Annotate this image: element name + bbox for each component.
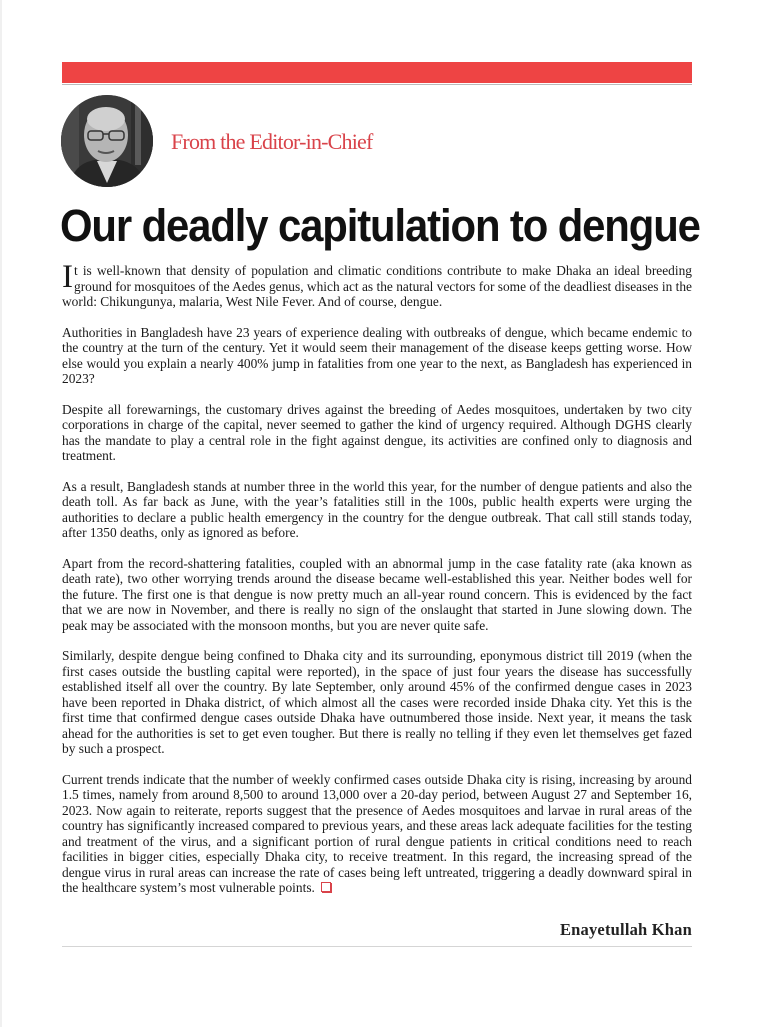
paragraph-3: Despite all forewarnings, the customary drives against the breeding of Aedes mosquitoes, undertaken by two city corporations in charge of the capital, never seemed to gather the kind of urgency required. Although DGHS clearly has the mandate to play a central role in the fight against dengue, its activities are confined only to diagnosis and treatment. — [62, 401, 692, 463]
paragraph-4: As a result, Bangladesh stands at number three in the world this year, for the number of dengue patients and also the death toll. As far back as June, with the year’s fatalities still in the 100s, public health experts were urging the authorities to declare a public health emergency in the country for the dengue outbreak. That call still stands today, after 1350 deaths, only as ignored as before. — [62, 478, 692, 540]
end-mark-icon — [321, 882, 331, 892]
section-label: From the Editor-in-Chief — [171, 129, 373, 154]
page-edge — [0, 0, 2, 1027]
editor-avatar — [61, 95, 153, 187]
header-accent-bar — [62, 62, 692, 83]
portrait-photo-icon — [61, 95, 153, 187]
article-body — [62, 259, 692, 911]
headline: Our deadly capitulation to dengue — [60, 200, 700, 251]
paragraph-2: Authorities in Bangladesh have 23 years of experience dealing with outbreaks of dengue, which became endemic to the country at the turn of the century. Yet it would seem their management of the disease keeps getting worse. How else would you explain a nearly 400% jump in fatalities from one year to the next, as Bangladesh has experienced in 2023? — [62, 324, 692, 386]
paragraph-5: Apart from the record-shattering fatalities, coupled with an abnormal jump in the case fatality rate (aka known as death rate), two other worrying trends around the disease became well-established this year. Neither bodes well for the future. The first one is that dengue is now pretty much an all-year round concern. This is evidenced by the fact that we are now in November, and there is really no sign of the onslaught that started in June slowing down. The peak may be associated with the monsoon months, but you are never quite safe. — [62, 555, 692, 633]
footer-rule — [62, 946, 692, 947]
byline: Enayetullah Khan — [559, 920, 692, 939]
header-rule — [62, 84, 692, 85]
paragraph-1: It is well-known that density of population and climatic conditions contribute to make Dhaka an ideal breeding ground for mosquitoes of the Aedes genus, which act as the natural vectors for some of the deadliest diseases in the world: Chikungunya, malaria, West Nile Fever. And of course, dengue. — [62, 259, 692, 309]
paragraph-7 — [62, 772, 692, 896]
paragraph-7-text: Current trends indicate that the number of weekly confirmed cases outside Dhaka city is rising, increasing by around 1.5 times, namely from around 8,500 to around 13,000 over a 20-day period, between August 27 and September 16, 2023. Now again to reiterate, reports suggest that the presence of Aedes mosquitoes and larvae in rural areas of the country has significantly increased compared to previous years, and these areas lack adequate facilities for the testing and treatment of the virus, and a significant portion of rural dengue patients in critical conditions need to reach facilities in bigger cities, especially Dhaka city, to receive treatment. In this regard, the increasing spread of the dengue virus in rural areas can increase the rate of cases being left untreated, triggering a deadly downward spiral in the healthcare system’s most vulnerable points. — [62, 771, 692, 895]
paragraph-6: Similarly, despite dengue being confined to Dhaka city and its surrounding, eponymous district till 2019 (when the first cases outside the bustling capital were reported), in the space of just four years the disease has successfully established itself all over the country. By late September, only around 45% of the confirmed dengue cases in 2023 have been reported in Dhaka district, of which almost all the cases were recorded inside Dhaka city. Yet this is the first time that confirmed dengue cases outside Dhaka have outnumbered those inside. Next year, it means the task ahead for the authorities is set to get even tougher. But there is really no telling if they even let themselves get fazed by such a prospect. — [62, 648, 692, 756]
